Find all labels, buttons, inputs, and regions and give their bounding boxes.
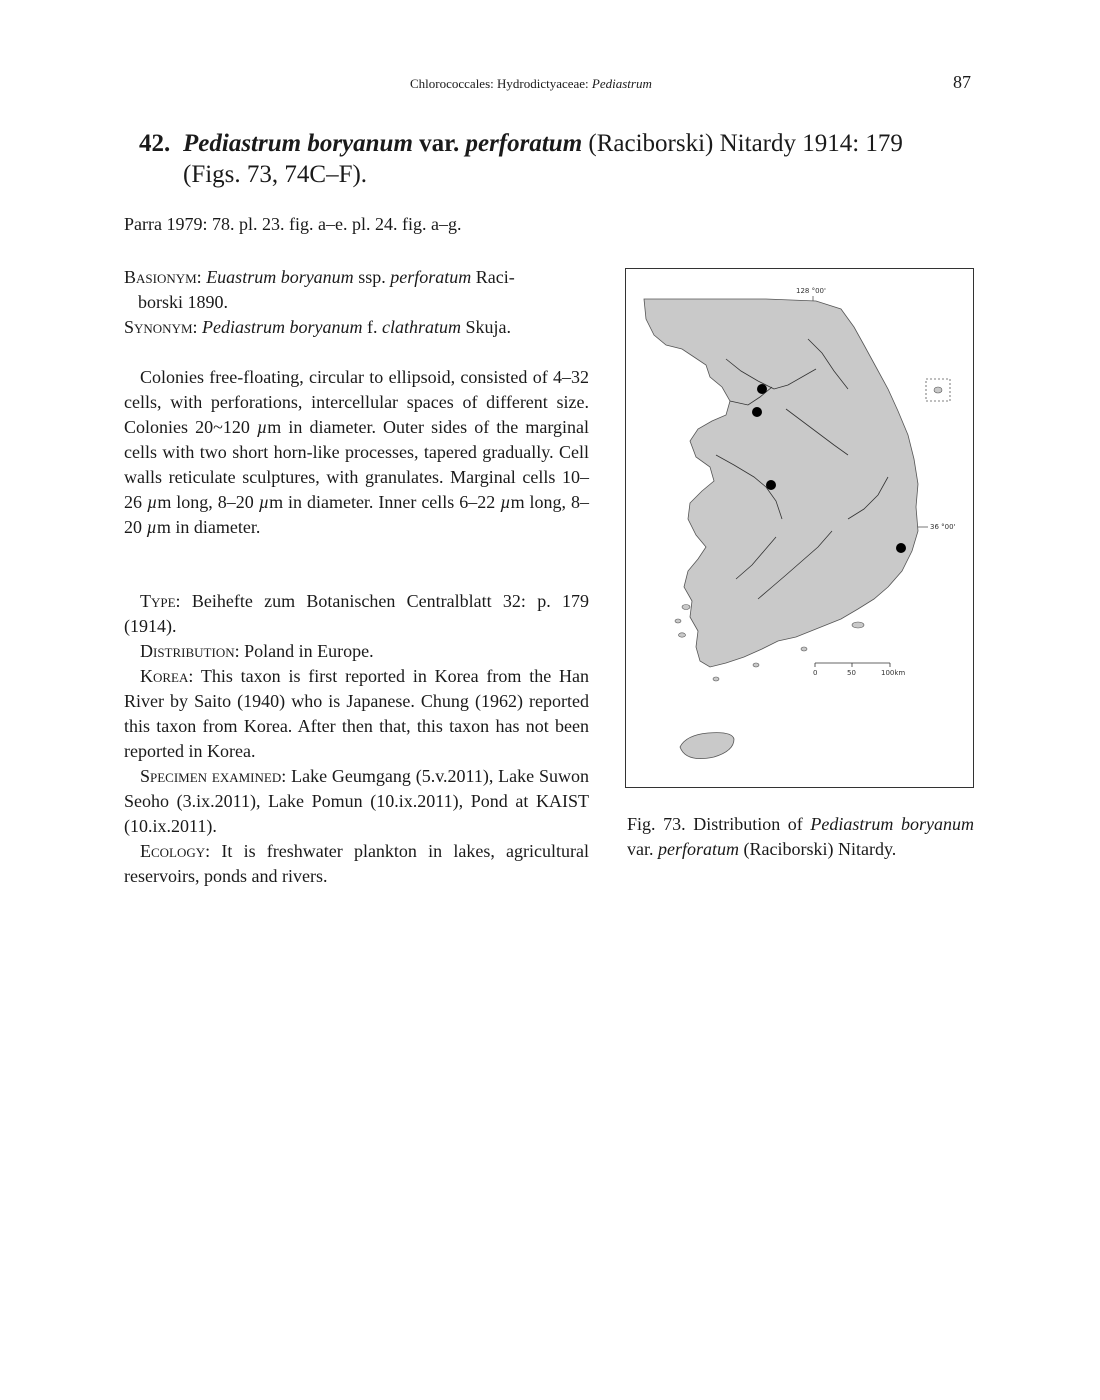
- synonym-entry: Synonym: Pediastrum boryanum f. clathratum Skuja.: [124, 317, 512, 337]
- heading-variety: perforatum: [465, 130, 583, 157]
- latitude-label: 36 °00': [930, 523, 956, 531]
- distribution-entry: Distribution: Poland in Europe.: [140, 641, 374, 661]
- running-head-genus: Pediastrum: [591, 76, 652, 91]
- record-point: [766, 480, 776, 490]
- type-entry: Type: Beihefte zum Botanischen Centralblatt 32: p. 179 (1914).: [124, 591, 590, 636]
- page-number: 87: [953, 72, 971, 92]
- heading-binomial: Pediastrum boryanum: [183, 130, 413, 157]
- literature-reference: Parra 1979: 78. pl. 23. fig. a–e. pl. 24. fig. a–g.: [124, 214, 462, 234]
- record-point: [896, 543, 906, 553]
- distribution-map: [625, 268, 974, 788]
- nomenclature-block: [124, 265, 589, 340]
- ecology-entry: Ecology: It is freshwater plankton in lakes, agricultural reservoirs, ponds and rivers.: [124, 841, 589, 886]
- longitude-label: 128 °00': [796, 287, 826, 295]
- scale-label-0: 0: [813, 669, 818, 677]
- record-point: [757, 384, 767, 394]
- ulleungdo-island: [934, 387, 942, 393]
- heading-line-1: Pediastrum boryanum var. perforatum (Raciborski) Nitardy 1914: 179: [183, 130, 903, 157]
- peninsula-landmass: [644, 299, 918, 667]
- jeju-island: [680, 733, 734, 759]
- running-head: Chlorococcales: Hydrodictyaceae: Pediastrum: [410, 76, 652, 91]
- species-number: 42.: [139, 130, 171, 157]
- scale-label-100: 100km: [881, 669, 906, 677]
- details-block: [124, 589, 589, 889]
- scale-bar: [813, 663, 905, 677]
- basionym-entry: Basionym: Euastrum boryanum ssp. perforatum Raci- borski 1890.: [124, 267, 515, 312]
- record-point: [752, 407, 762, 417]
- specimen-entry: Specimen examined: Lake Geumgang (5.v.2011), Lake Suwon Seoho (3.ix.2011), Lake Pomun (10.ix.2011), Pond at KAIST (10.ix.2011).: [124, 766, 589, 836]
- scale-label-50: 50: [847, 669, 856, 677]
- korea-entry: Korea: This taxon is first reported in Korea from the Han River by Saito (1940) who is Japanese. Chung (1962) reported this taxon from Korea. After then that, this taxon has not been reported in Korea.: [124, 666, 589, 761]
- heading-figures: (Figs. 73, 74C–F).: [183, 161, 368, 188]
- korea-map-svg: [626, 269, 973, 787]
- figure-caption: Fig. 73. Distribution of Pediastrum boryanum var. perforatum (Raciborski) Nitardy.: [627, 814, 974, 859]
- heading-authority: (Raciborski) Nitardy 1914: 179: [588, 130, 903, 157]
- description-paragraph: Colonies free-floating, circular to ellipsoid, consisted of 4–32 cells, with perforations, intercellular spaces of different size. Colonies 20~120 µm in diameter. Outer sides of the marginal cells with two short horn-like processes, tapered gradually. Cell walls reticulate sculptures, with granulates. Marginal cells 10–26 µm long, 8–20 µm in diameter. Inner cells 6–22 µm long, 8–20 µm in diameter.: [124, 367, 589, 537]
